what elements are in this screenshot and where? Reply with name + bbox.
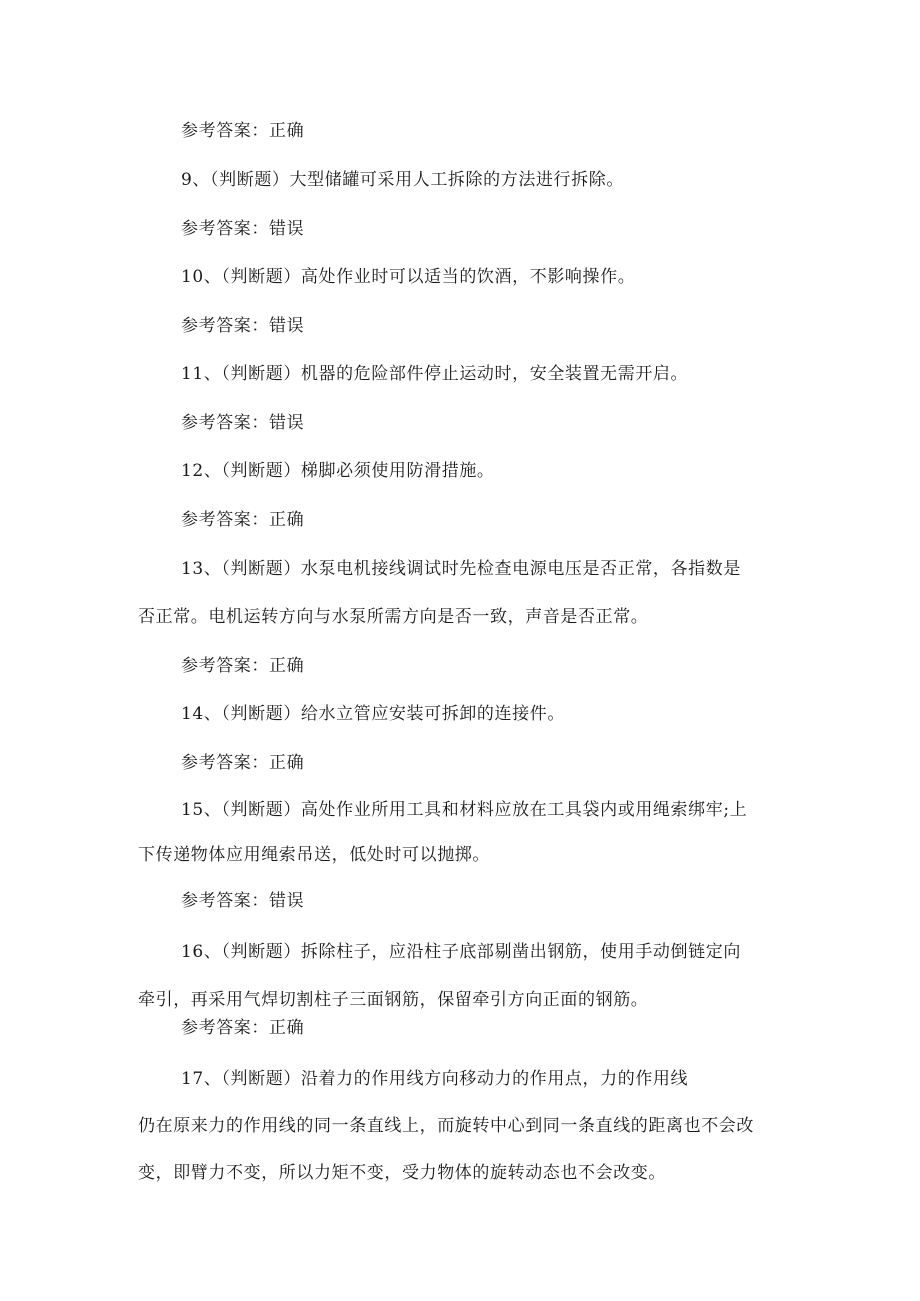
question-line: 11、（判断题）机器的危险部件停止运动时，安全装置无需开启。 (181, 364, 689, 384)
question-line: 13、（判断题）水泵电机接线调试时先检查电源电压是否正常，各指数是 (181, 559, 741, 579)
answer-line: 参考答案：错误 (181, 413, 305, 433)
question-line: 16、（判断题）拆除柱子，应沿柱子底部剔凿出钢筋，使用手动倒链定向 (181, 942, 741, 962)
question-line: 17、（判断题）沿着力的作用线方向移动力的作用点，力的作用线 (181, 1069, 689, 1089)
question-line: 12、（判断题）梯脚必须使用防滑措施。 (181, 461, 495, 481)
question-continuation-line: 仍在原来力的作用线的同一条直线上，而旋转中心到同一条直线的距离也不会改 (138, 1116, 754, 1136)
answer-line: 参考答案：正确 (181, 753, 305, 773)
question-line: 9、（判断题）大型储罐可采用人工拆除的方法进行拆除。 (181, 170, 624, 190)
question-line: 14、（判断题）给水立管应安装可拆卸的连接件。 (181, 704, 565, 724)
answer-line: 参考答案：正确 (181, 1018, 305, 1038)
question-line: 10、（判断题）高处作业时可以适当的饮酒，不影响操作。 (181, 267, 636, 287)
question-continuation-line: 变，即臂力不变，所以力矩不变，受力物体的旋转动态也不会改变。 (138, 1163, 666, 1183)
answer-line: 参考答案：错误 (181, 891, 305, 911)
answer-line: 参考答案：正确 (181, 510, 305, 530)
answer-line: 参考答案：错误 (181, 219, 305, 239)
question-continuation-line: 牵引，再采用气焊切割柱子三面钢筋，保留牵引方向正面的钢筋。 (138, 990, 649, 1010)
question-line: 15、（判断题）高处作业所用工具和材料应放在工具袋内或用绳索绑牢;上 (181, 800, 748, 820)
answer-line: 参考答案：正确 (181, 121, 305, 141)
answer-line: 参考答案：错误 (181, 316, 305, 336)
answer-line: 参考答案：正确 (181, 656, 305, 676)
question-continuation-line: 否正常。电机运转方向与水泵所需方向是否一致，声音是否正常。 (138, 607, 649, 627)
question-continuation-line: 下传递物体应用绳索吊送，低处时可以抛掷。 (138, 845, 490, 865)
